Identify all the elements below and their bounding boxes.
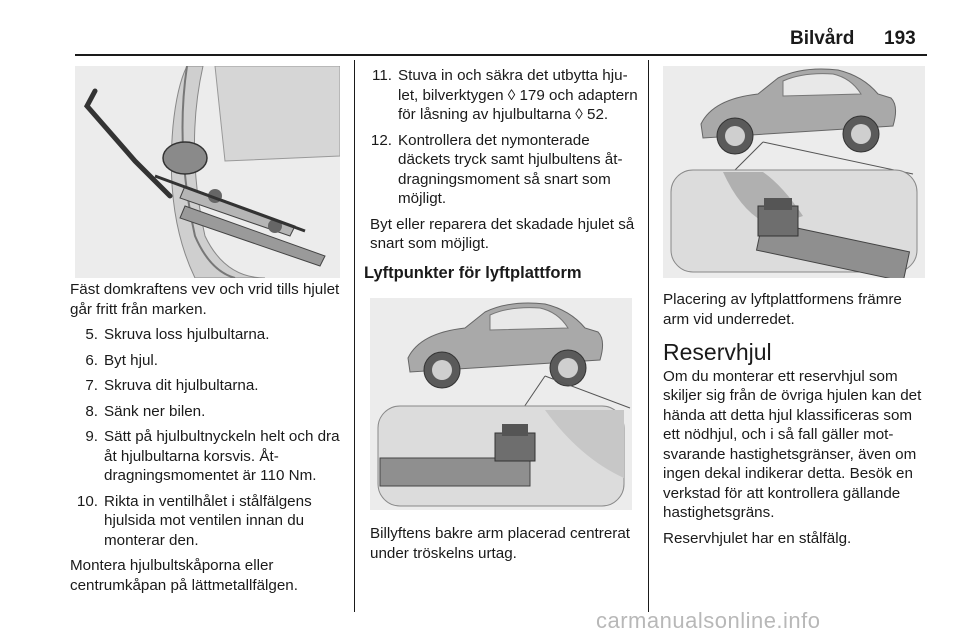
list-number: 11. [372,67,392,84]
jack-crank-drawing [75,66,340,278]
list-number: 10. [76,492,98,510]
column-divider [648,60,649,612]
list-item [70,427,350,486]
front-lift-arm-illustration [663,66,925,278]
list-number: 8. [85,402,98,420]
column-left [70,280,350,601]
list-subparagraph: Montera hjulbultskåporna eller centrumkåpan på lättmetallfälgen. [70,557,298,594]
column-divider [354,60,355,612]
list-item [364,131,638,209]
rear-lift-arm-drawing [370,298,632,510]
figure-caption: Fäst domkraftens vev och vrid tills hjulet går fritt från marken. [70,281,340,318]
watermark: carmanualsonline.info [596,608,821,633]
paragraph: Reservhjulet har en stålfälg. [663,529,852,547]
list-text: Skruva dit hjulbultarna. [104,377,259,394]
list-item [70,402,350,422]
list-item [70,492,350,551]
chapter-title: Bilvård [790,28,855,49]
list-number: 6. [85,351,98,369]
list-text: Rikta in ventilhålet i stålfälgens hjulsida mot ventilen innan du monterar den. [104,492,312,549]
paragraph: Byt eller reparera det skadade hjulet så snart som möjligt. [370,215,635,252]
jack-crank-illustration [75,66,340,278]
section-heading: Lyftpunkter för lyftplattform [364,263,582,282]
list-item [364,66,638,125]
list-number: 7. [85,377,98,394]
list-text: Byt hjul. [104,351,159,369]
column-middle [364,66,638,291]
header-rule [75,54,927,56]
list-text: Kontrollera det nymonterade däckets tryck samt hjulbultens åtdragningsmoment så snart som möjligt. [398,131,623,207]
list-text: Stuva in och säkra det utbytta hjulet, bilverktygen ◊ 179 och adaptern för låsning av hjulbultarna ◊ 52. [398,67,638,123]
list-text: Sänk ner bilen. [104,402,206,420]
figure-caption: Billyftens bakre arm placerad centrerat under tröskelns urtag. [370,525,630,562]
list-item [70,325,350,345]
page-number: 193 [884,28,916,49]
list-item [70,376,350,396]
list-text: Skruva loss hjulbultarna. [104,326,270,343]
column-middle-caption [370,524,634,569]
paragraph: Om du monterar ett reservhjul som skiljer sig från de övriga hjulen kan det hända att detta hjul klassificeras som ett nödhjul, och i så fall gäller motsvarande hastighetsgränser, även om ingen dekal indikerar detta. Besök en verkstad för att kontrollera gällande hastighetsgräns. [663,367,922,521]
list-item [70,351,350,371]
list-text: Sätt på hjulbultnyckeln helt och dra åt hjulbultarna korsvis. Åtdragningsmomentet är 110 Nm. [104,428,340,484]
column-right [663,290,927,554]
front-lift-arm-drawing [663,66,925,278]
rear-lift-arm-illustration [370,298,632,510]
list-number: 12. [370,131,392,149]
list-number: 5. [85,326,98,343]
figure-caption: Placering av lyftplattformens främre arm vid underredet. [663,291,902,328]
list-number: 9. [85,428,98,445]
section-title: Reservhjul [663,339,772,365]
